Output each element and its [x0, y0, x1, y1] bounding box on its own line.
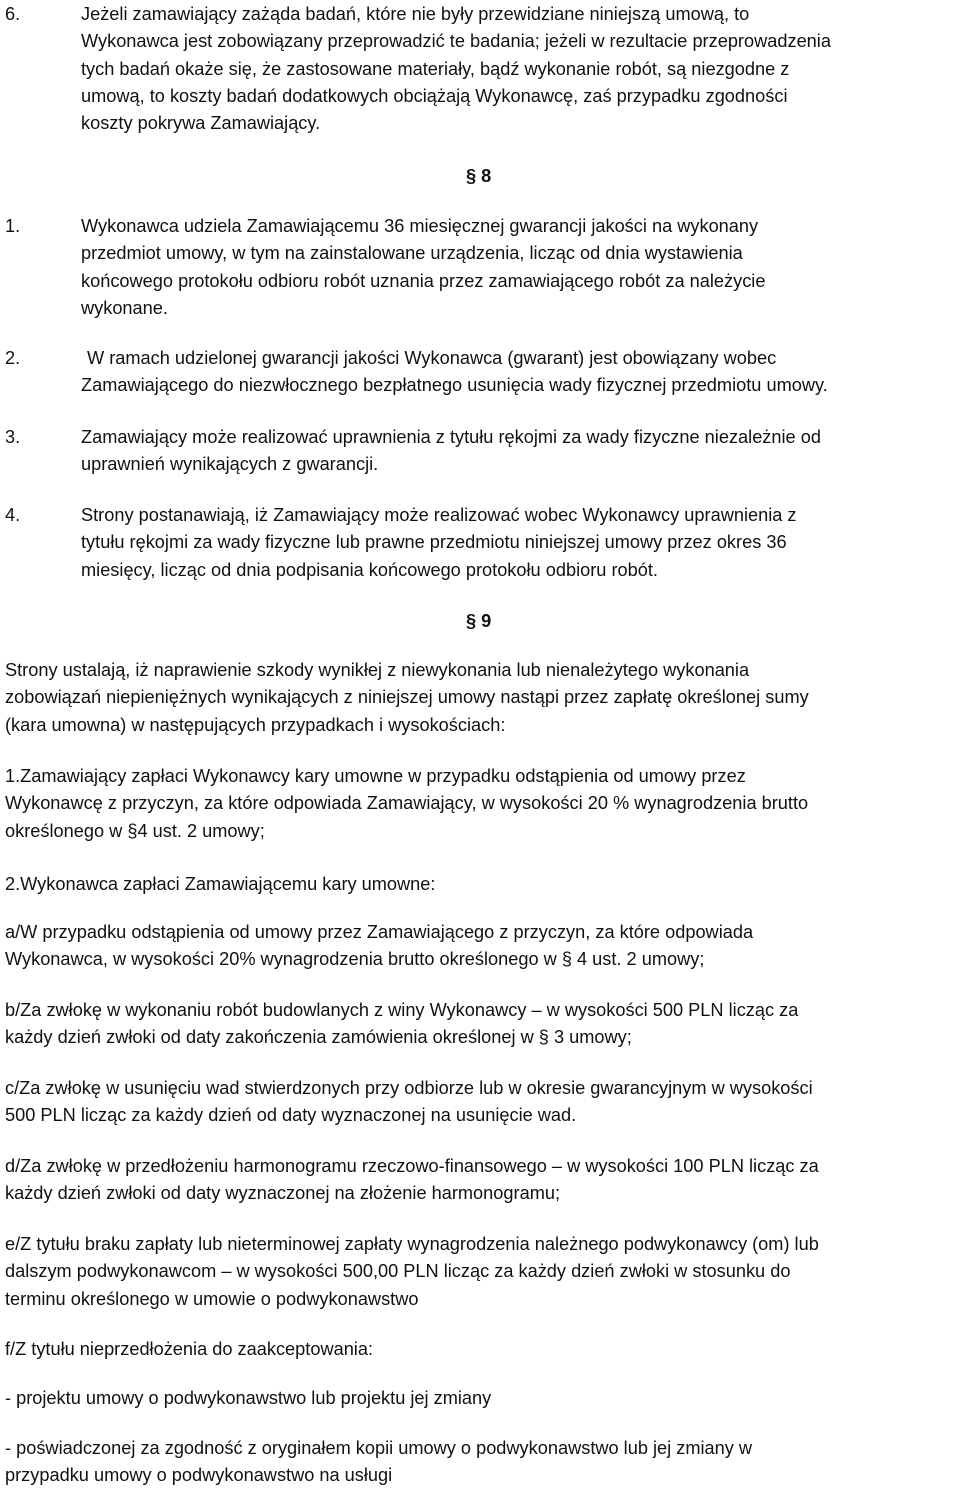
text-line: Wykonawca udziela Zamawiającemu 36 miesięcznej gwarancji jakości na wykonany — [81, 216, 759, 236]
text-line: e/Z tytułu braku zapłaty lub nieterminowej zapłaty wynagrodzenia należnego podwykonawcy (om) lub — [5, 1234, 819, 1254]
list-number: 2. — [5, 348, 21, 368]
text-line: 1.Zamawiający zapłaci Wykonawcy kary umowne w przypadku odstąpienia od umowy przez — [5, 766, 746, 786]
text-line: miesięcy, licząc od dnia podpisania końcowego protokołu odbioru robót. — [81, 559, 658, 580]
text-line: umową, to koszty badań dodatkowych obciążają Wykonawcę, zaś przypadku zgodności — [81, 85, 788, 106]
text-line: każdy dzień zwłoki od daty zakończenia zamówienia określonej w § 3 umowy; — [5, 1027, 632, 1048]
text-line: 500 PLN licząc za każdy dzień od daty wyznaczonej na usunięcie wad. — [5, 1105, 577, 1126]
text-line: terminu określonego w umowie o podwykonawstwo — [5, 1288, 419, 1309]
paragraph-2 — [5, 871, 435, 898]
text-line: tych badań okaże się, że zastosowane materiały, bądź wykonanie robót, są niezgodne z — [81, 58, 790, 79]
paragraph-f-item-2 — [5, 1435, 752, 1490]
text-line: końcowego protokołu odbioru robót uznania przez zamawiającego robót za należycie — [81, 270, 766, 291]
text-line: Strony postanawiają, iż Zamawiający może realizować wobec Wykonawcy uprawnienia z — [81, 505, 797, 525]
paragraph-f-item-1 — [5, 1385, 491, 1412]
text-line: Wykonawcę z przyczyn, za które odpowiada Zamawiający, w wysokości 20 % wynagrodzenia brutto — [5, 793, 809, 814]
text-line: określonego w §4 ust. 2 umowy; — [5, 820, 265, 841]
text-line: wykonane. — [81, 297, 168, 318]
list-number: 4. — [5, 505, 21, 525]
text-line: zobowiązań niepieniężnych wynikających z niniejszej umowy nastąpi przez zapłatę określonej sumy — [5, 687, 809, 708]
text-line: b/Za zwłokę w wykonaniu robót budowlanych z winy Wykonawcy – w wysokości 500 PLN licząc za — [5, 1000, 799, 1020]
text-line: Zamawiający może realizować uprawnienia z tytułu rękojmi za wady fizyczne niezależnie od — [81, 427, 821, 447]
section-heading-8: § 8 — [466, 166, 492, 186]
text-line: przypadku umowy o podwykonawstwo na usługi — [5, 1465, 393, 1486]
text-line: a/W przypadku odstąpienia od umowy przez Zamawiającego z przyczyn, za które odpowiada — [5, 922, 754, 942]
list-number: 1. — [5, 216, 21, 236]
text-line: Wykonawca, w wysokości 20% wynagrodzenia brutto określonego w § 4 ust. 2 umowy; — [5, 949, 705, 970]
text-line: dalszym podwykonawcom – w wysokości 500,00 PLN licząc za każdy dzień zwłoki w stosunku do — [5, 1261, 791, 1282]
paragraph-a — [5, 919, 753, 974]
text-line: - poświadczonej za zgodność z oryginałem kopii umowy o podwykonawstwo lub jej zmiany w — [5, 1438, 753, 1458]
text-line: koszty pokrywa Zamawiający. — [81, 113, 321, 134]
text-line: W ramach udzielonej gwarancji jakości Wykonawca (gwarant) jest obowiązany wobec — [87, 348, 777, 368]
text-line: d/Za zwłokę w przedłożeniu harmonogramu rzeczowo-finansowego – w wysokości 100 PLN licząc za — [5, 1156, 819, 1176]
text-line: c/Za zwłokę w usunięciu wad stwierdzonych przy odbiorze lub w okresie gwarancyjnym w wysokości — [5, 1078, 813, 1098]
text-line: f/Z tytułu nieprzedłożenia do zaakceptowania: — [5, 1339, 374, 1359]
text-line: Zamawiającego do niezwłocznego bezpłatnego usunięcia wady fizycznej przedmiotu umowy. — [81, 375, 828, 396]
paragraph-intro — [5, 657, 809, 739]
text-line: Jeżeli zamawiający zażąda badań, które nie były przewidziane niniejszą umową, to — [81, 4, 750, 24]
text-line: tytułu rękojmi za wady fizyczne lub prawne przedmiotu niniejszej umowy przez okres 36 — [81, 532, 787, 553]
text-line: Strony ustalają, iż naprawienie szkody wynikłej z niewykonania lub nienależytego wykonania — [5, 660, 750, 680]
paragraph-e — [5, 1231, 819, 1313]
section-heading-9: § 9 — [466, 611, 492, 631]
text-line: - projektu umowy o podwykonawstwo lub projektu jej zmiany — [5, 1388, 492, 1408]
text-line: uprawnień wynikających z gwarancji. — [81, 454, 379, 475]
text-line: każdy dzień zwłoki od daty wyznaczonej na złożenie harmonogramu; — [5, 1183, 561, 1204]
paragraph-b — [5, 997, 798, 1052]
text-line: przedmiot umowy, w tym na zainstalowane urządzenia, licząc od dnia wystawienia — [81, 243, 743, 264]
text-line: 2.Wykonawca zapłaci Zamawiającemu kary umowne: — [5, 874, 436, 894]
paragraph-f — [5, 1336, 373, 1363]
list-number: 6. — [5, 4, 21, 24]
list-number: 3. — [5, 427, 21, 447]
text-line: (kara umowna) w następujących przypadkach i wysokościach: — [5, 714, 506, 735]
paragraph-1 — [5, 763, 808, 845]
text-line: Wykonawca jest zobowiązany przeprowadzić te badania; jeżeli w rezultacie przeprowadzenia — [81, 31, 831, 52]
paragraph-c — [5, 1075, 813, 1130]
paragraph-d — [5, 1153, 819, 1208]
